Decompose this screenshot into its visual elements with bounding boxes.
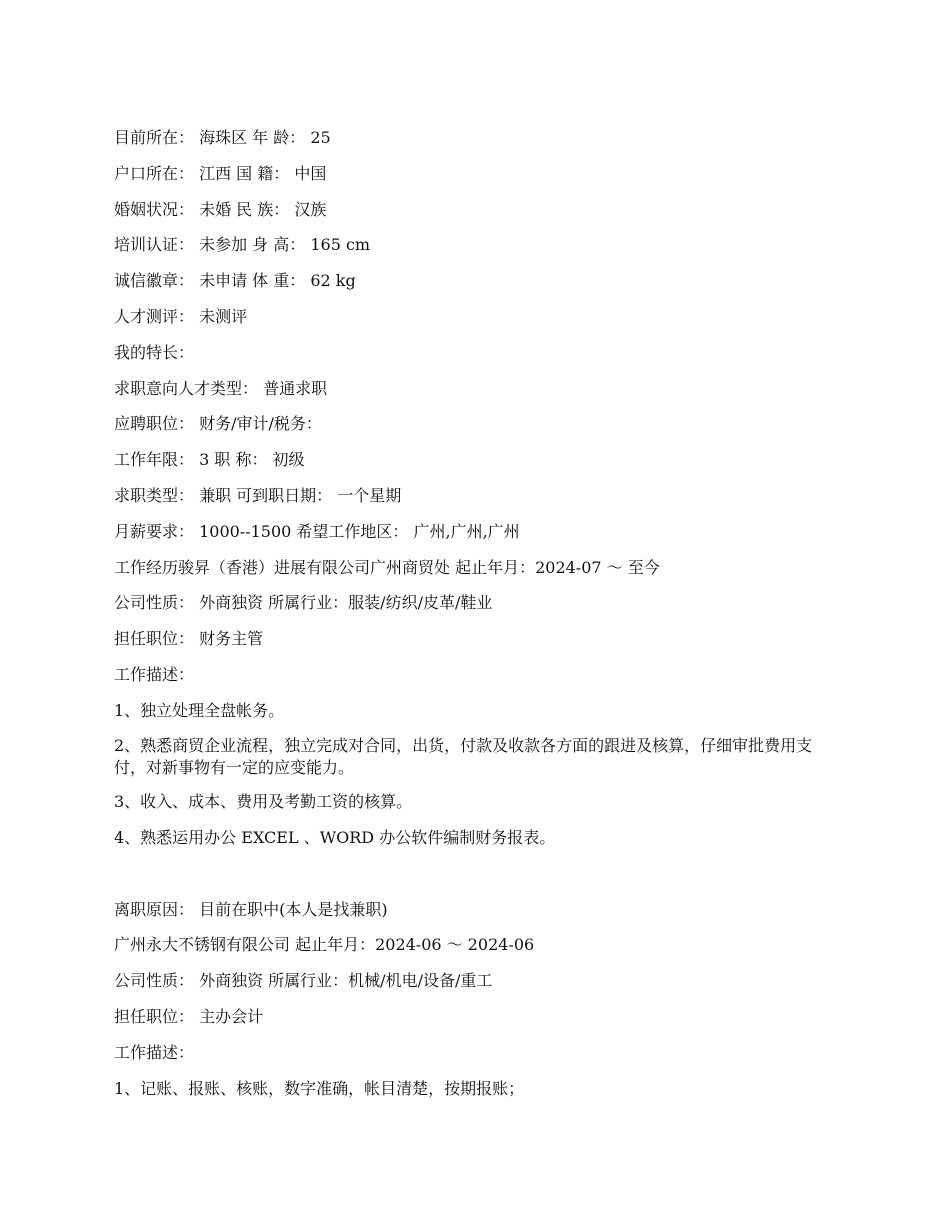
- job-type-availability-line: 求职类型： 兼职 可到职日期： 一个星期: [114, 485, 402, 505]
- company-1-duty-4: 4、熟悉运用办公 EXCEL 、WORD 办公软件编制财务报表。: [114, 827, 556, 847]
- company-2-position-line: 担任职位： 主办会计: [114, 1007, 264, 1027]
- badge-weight-line: 诚信徽章： 未申请 体 重： 62 kg: [114, 271, 356, 291]
- company-1-duty-1: 1、独立处理全盘帐务。: [114, 700, 285, 720]
- company-1-position-line: 担任职位： 财务主管: [114, 629, 264, 649]
- training-height-line: 培训认证： 未参加 身 高： 165 cm: [114, 235, 371, 255]
- applied-position-line: 应聘职位： 财务/审计/税务：: [114, 414, 322, 434]
- hukou-nationality-line: 户口所在： 江西 国 籍： 中国: [114, 163, 327, 183]
- company-2-duty-1: 1、记账、报账、核账，数字准确，帐目清楚，按期报账；: [114, 1078, 525, 1098]
- resume-content: [114, 126, 834, 1112]
- leave-reason-line: 离职原因： 目前在职中(本人是找兼职): [114, 899, 388, 919]
- company-2-description-heading: 工作描述：: [114, 1042, 195, 1062]
- talent-assessment-line: 人才测评： 未测评: [114, 306, 248, 326]
- location-age-line: 目前所在： 海珠区 年 龄： 25: [114, 128, 331, 147]
- job-intent-type-line: 求职意向人才类型： 普通求职: [114, 378, 328, 398]
- company-2-nature-line: 公司性质： 外商独资 所属行业：机械/机电/设备/重工: [114, 971, 493, 991]
- company-1-nature-line: 公司性质： 外商独资 所属行业：服装/纺织/皮革/鞋业: [114, 593, 493, 613]
- marital-ethnicity-line: 婚姻状况： 未婚 民 族： 汉族: [114, 199, 327, 219]
- experience-company-2-line: 广州永大不锈钢有限公司 起止年月：2024-06 ～ 2024-06: [114, 935, 535, 955]
- work-years-title-line: 工作年限： 3 职 称： 初级: [114, 450, 305, 470]
- salary-region-line: 月薪要求： 1000--1500 希望工作地区： 广州,广州,广州: [114, 521, 520, 541]
- experience-company-1-line: 工作经历骏昇（香港）进展有限公司广州商贸处 起止年月：2024-07 ～ 至今: [114, 557, 660, 577]
- specialty-line: 我的特长：: [114, 342, 195, 362]
- company-1-duty-2: 2、熟悉商贸企业流程，独立完成对合同，出货，付款及收款各方面的跟进及核算，仔细审批费用支付，对新事物有一定的应变能力。: [114, 735, 813, 777]
- company-1-duty-3: 3、收入、成本、费用及考勤工资的核算。: [114, 792, 413, 812]
- section-gap: [114, 862, 834, 898]
- company-1-description-heading: 工作描述：: [114, 664, 195, 684]
